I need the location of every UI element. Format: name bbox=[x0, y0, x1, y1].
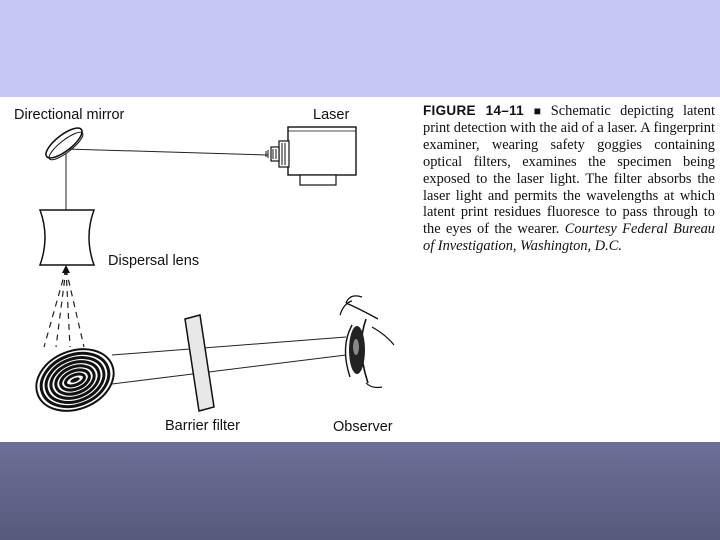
label-directional-mirror: Directional mirror bbox=[14, 107, 125, 123]
barrier-filter bbox=[185, 315, 214, 411]
label-observer: Observer bbox=[333, 419, 393, 435]
slide-bottom-band bbox=[0, 442, 720, 540]
observer-eye bbox=[340, 296, 394, 388]
caption-credit: Courtesy Federal Bureau of Investigation, Washington, D.C. bbox=[423, 221, 715, 255]
sight-line-lower bbox=[112, 355, 346, 384]
sight-line-upper bbox=[112, 337, 346, 355]
laser-detection-diagram bbox=[0, 97, 420, 442]
fingerprint-specimen bbox=[27, 338, 123, 422]
figure-panel bbox=[0, 97, 720, 442]
label-barrier-filter: Barrier filter bbox=[165, 418, 240, 434]
directional-mirror bbox=[42, 123, 87, 164]
ray-source-arrow bbox=[62, 265, 70, 273]
figure-caption bbox=[423, 103, 715, 255]
label-laser: Laser bbox=[313, 107, 350, 123]
laser-device bbox=[266, 127, 356, 185]
caption-text: Schematic depicting latent print detection with the aid of a laser. A fingerprint examiner, wearing safety goggies containing optical filters, examines the specimen being exposed to the laser light. The filter absorbs the laser light and permits the wavelengths at which latent print residues fluoresce to pass through to the eyes of the wearer. bbox=[423, 103, 715, 238]
label-dispersal-lens: Dispersal lens bbox=[108, 253, 200, 269]
slide-top-band bbox=[0, 0, 720, 97]
laser-beam-horizontal bbox=[66, 149, 268, 155]
caption-separator-icon: ■ bbox=[527, 104, 547, 118]
dispersed-rays bbox=[44, 269, 84, 347]
dispersal-lens bbox=[40, 210, 94, 265]
caption-figure-number: FIGURE 14–11 bbox=[423, 103, 524, 118]
